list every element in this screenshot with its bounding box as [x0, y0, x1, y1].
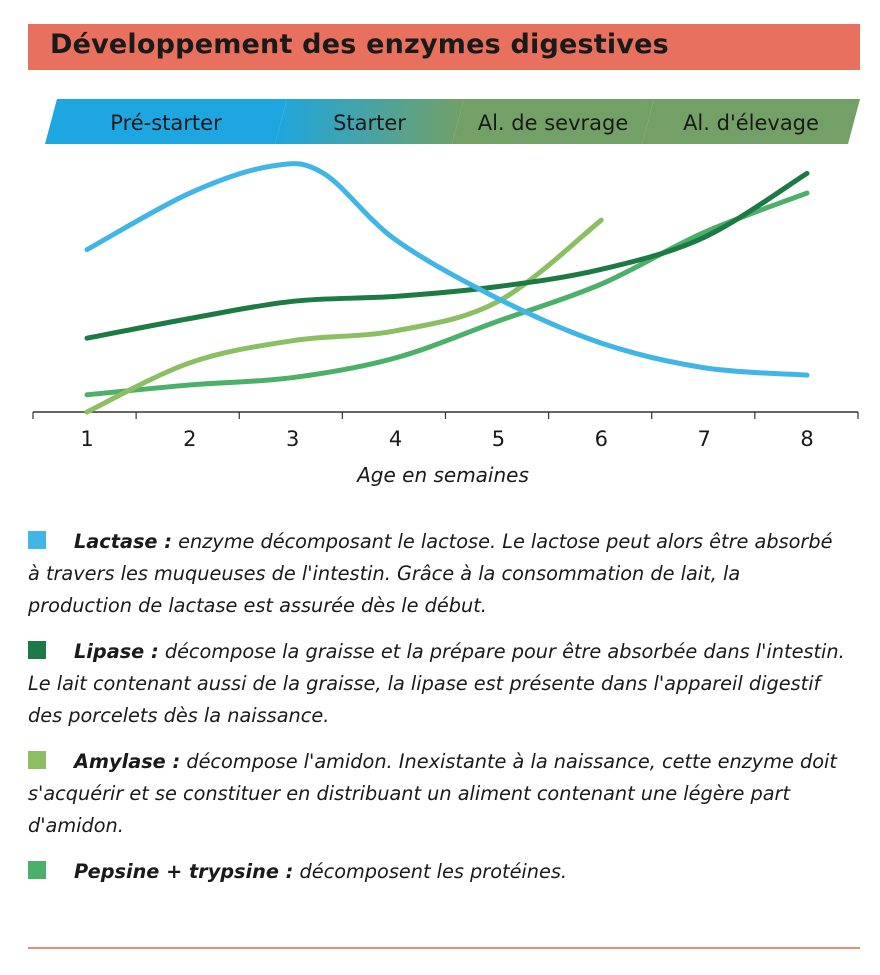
legend-swatch [28, 861, 46, 879]
legend-swatch [28, 531, 46, 549]
x-tick-label: 2 [183, 427, 197, 451]
x-tick-label: 1 [80, 427, 94, 451]
legend-text: décomposent les protéines. [299, 860, 568, 883]
legend-name: Lactase : [74, 530, 172, 553]
enzyme-chart [0, 90, 880, 490]
legend-text: enzyme décomposant le lactose. Le lactose peut alors être absorbé à travers les muqueuses de l'intestin. Grâce à la consommation de lait, la production de lactase est assurée dès le début. [28, 530, 833, 617]
legend-item-pepsine-trypsine [28, 856, 848, 888]
x-tick-label: 3 [286, 427, 300, 451]
legend-name: Amylase : [74, 750, 181, 773]
phase-label: Starter [333, 111, 406, 135]
legend [28, 526, 848, 902]
x-tick-label: 8 [800, 427, 814, 451]
x-tick-label: 6 [594, 427, 608, 451]
legend-text: décompose l'amidon. Inexistante à la naissance, cette enzyme doit s'acquérir et se constituer en distribuant un aliment contenant une légère part d'amidon. [28, 750, 837, 837]
legend-swatch [28, 641, 46, 659]
title-banner [28, 24, 860, 70]
legend-text: décompose la graisse et la prépare pour être absorbée dans l'intestin. Le lait contenant aussi de la graisse, la lipase est présente dans l'appareil digestif des porcelets dès la naissance. [28, 640, 845, 727]
x-tick-label: 7 [697, 427, 711, 451]
x-tick-label: 4 [388, 427, 403, 451]
footer-divider [28, 947, 860, 949]
legend-item-amylase [28, 746, 848, 842]
legend-item-lipase [28, 636, 848, 732]
chart-title: Développement des enzymes digestives [50, 29, 669, 60]
legend-swatch [28, 751, 46, 769]
legend-item-lactase [28, 526, 848, 622]
phase-label: Al. de sevrage [477, 111, 629, 135]
x-axis-title: Age en semaines [357, 463, 529, 487]
legend-name: Lipase : [74, 640, 159, 663]
x-tick-label: 5 [491, 427, 506, 451]
series-line-lactase [87, 164, 807, 375]
phase-label: Al. d'élevage [683, 111, 819, 135]
legend-name: Pepsine + trypsine : [74, 860, 294, 883]
series-line-lipase [87, 173, 807, 338]
series-line-amylase [87, 220, 601, 412]
phase-label: Pré-starter [110, 111, 222, 135]
